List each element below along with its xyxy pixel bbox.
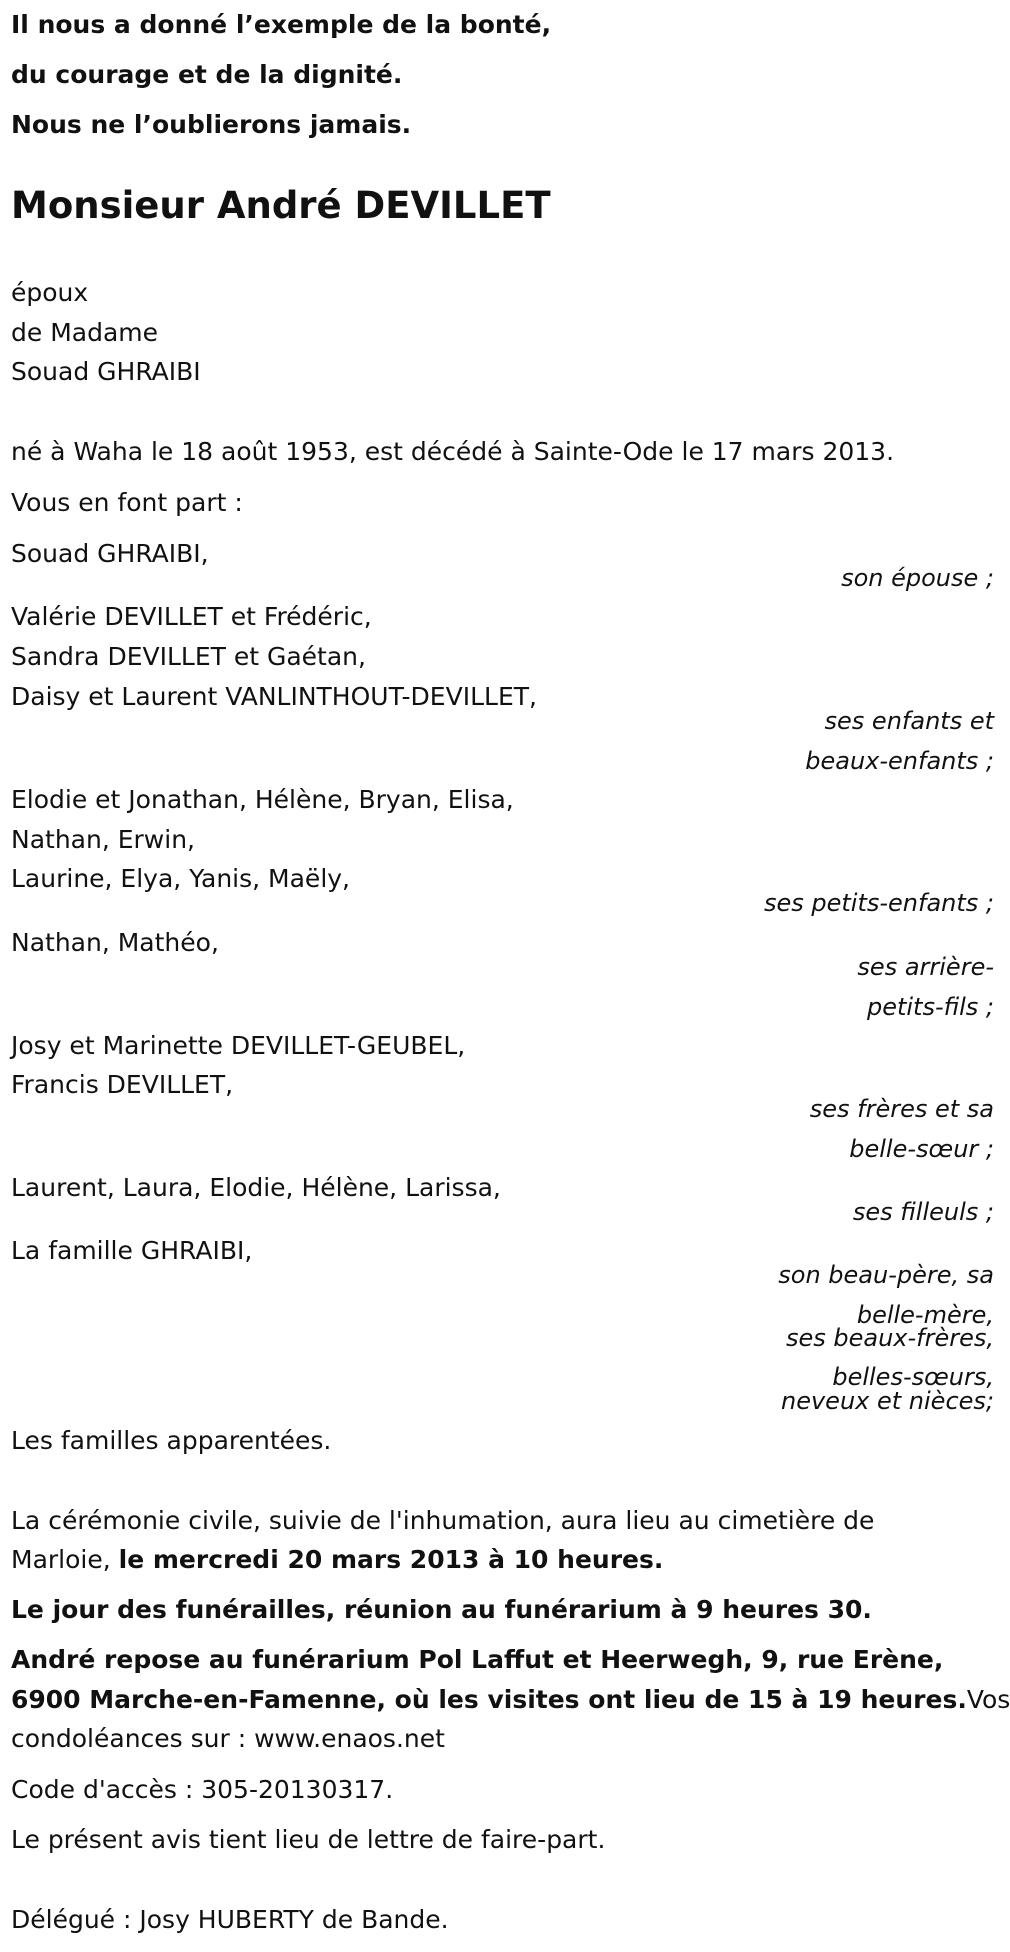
ceremony-place: Marloie, bbox=[11, 1545, 119, 1574]
family-names: Sandra DEVILLET et Gaétan, bbox=[11, 642, 366, 671]
delegate-line: Délégué : Josy HUBERTY de Bande. bbox=[11, 1905, 449, 1934]
ceremony-line-1: La cérémonie civile, suivie de l'inhumation, aura lieu au cimetière de bbox=[11, 1506, 875, 1535]
family-relation: ses beaux-frères, bbox=[785, 1324, 994, 1352]
ceremony-date: le mercredi 20 mars 2013 à 10 heures. bbox=[118, 1545, 664, 1574]
family-relation: belles-sœurs, bbox=[832, 1363, 994, 1391]
family-names: Laurine, Elya, Yanis, Maëly, bbox=[11, 864, 351, 893]
family-names: Valérie DEVILLET et Frédéric, bbox=[11, 602, 372, 631]
family-relation: ses filleuls ; bbox=[852, 1198, 994, 1226]
repose-tail: Vos bbox=[966, 1685, 1010, 1714]
family-relation: ses arrière- bbox=[857, 953, 994, 981]
related-families-line: Les familles apparentées. bbox=[11, 1426, 332, 1455]
announce-line: Vous en font part : bbox=[11, 488, 243, 517]
family-names: Laurent, Laura, Elodie, Hélène, Larissa, bbox=[11, 1173, 501, 1202]
notice-line: Le présent avis tient lieu de lettre de faire-part. bbox=[11, 1825, 606, 1854]
family-names: Josy et Marinette DEVILLET-GEUBEL, bbox=[11, 1031, 466, 1060]
deceased-name: Monsieur André DEVILLET bbox=[11, 184, 551, 227]
family-relation: ses petits-enfants ; bbox=[763, 889, 994, 917]
ceremony-line-2 bbox=[11, 1543, 663, 1577]
family-relation: son épouse ; bbox=[841, 564, 994, 592]
spouse-line-3: Souad GHRAIBI bbox=[11, 357, 201, 386]
funeral-day-line: Le jour des funérailles, réunion au funérarium à 9 heures 30. bbox=[11, 1595, 872, 1624]
family-relation: neveux et nièces; bbox=[781, 1387, 994, 1415]
spouse-line-2: de Madame bbox=[11, 318, 159, 347]
family-relation: ses enfants et bbox=[824, 707, 994, 735]
family-relation: ses frères et sa bbox=[809, 1095, 994, 1123]
repose-line-2 bbox=[11, 1683, 1010, 1717]
access-code-line: Code d'accès : 305-20130317. bbox=[11, 1775, 394, 1804]
family-names: Nathan, Mathéo, bbox=[11, 928, 219, 957]
condolences-line: condoléances sur : www.enaos.net bbox=[11, 1724, 445, 1753]
family-names: Francis DEVILLET, bbox=[11, 1070, 234, 1099]
family-names: Nathan, Erwin, bbox=[11, 825, 195, 854]
family-relation: belle-sœur ; bbox=[849, 1135, 994, 1163]
family-relation: petits-fils ; bbox=[866, 993, 994, 1021]
family-relation: beaux-enfants ; bbox=[805, 747, 994, 775]
birth-death-line: né à Waha le 18 août 1953, est décédé à Sainte-Ode le 17 mars 2013. bbox=[11, 437, 895, 466]
family-relation: son beau-père, sa bbox=[778, 1261, 994, 1289]
repose-visits: 6900 Marche-en-Famenne, où les visites ont lieu de 15 à 19 heures. bbox=[11, 1685, 967, 1714]
family-relation: belle-mère, bbox=[856, 1301, 994, 1329]
family-names: La famille GHRAIBI, bbox=[11, 1236, 253, 1265]
family-names: Elodie et Jonathan, Hélène, Bryan, Elisa, bbox=[11, 785, 514, 814]
spouse-line-1: époux bbox=[11, 278, 89, 307]
quote-line-3: Nous ne l’oublierons jamais. bbox=[11, 110, 412, 139]
quote-line-2: du courage et de la dignité. bbox=[11, 60, 403, 89]
repose-line-1: André repose au funérarium Pol Laffut et Heerwegh, 9, rue Erène, bbox=[11, 1645, 944, 1674]
quote-line-1: Il nous a donné l’exemple de la bonté, bbox=[11, 10, 552, 39]
family-names: Daisy et Laurent VANLINTHOUT-DEVILLET, bbox=[11, 682, 537, 711]
family-names: Souad GHRAIBI, bbox=[11, 539, 209, 568]
